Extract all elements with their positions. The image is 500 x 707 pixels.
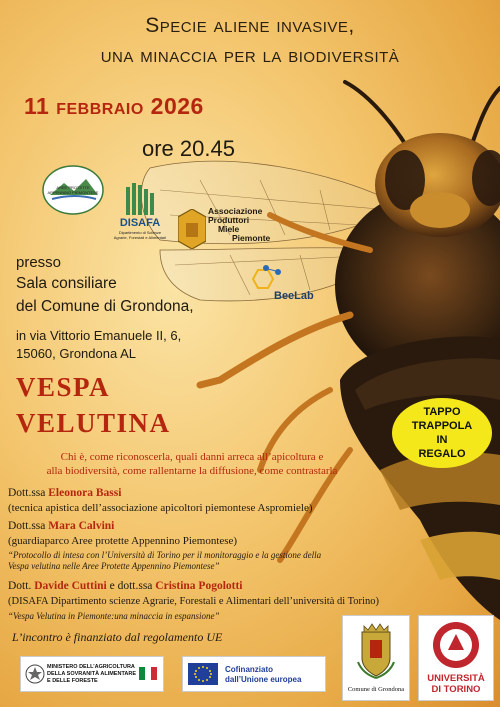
speaker-2-note-line-1: “Protocollo di intesa con l’Università di Torino per il monitoraggio e la gestione della xyxy=(8,550,322,560)
topic-title-line-1: VESPA xyxy=(16,372,111,402)
comune-crest-icon xyxy=(356,622,396,680)
event-time: ore 20.45 xyxy=(142,136,235,161)
address-line-2: 15060, Grondona AL xyxy=(16,346,136,361)
ministero-line-1: MINISTERO DELL’AGRICOLTURA xyxy=(47,664,135,670)
badge-line-4: REGALO xyxy=(418,448,466,460)
speaker-2-name: Mara Calvini xyxy=(48,520,115,532)
speaker-1-name: Eleonora Bassi xyxy=(48,487,122,499)
speaker-2-role: (guardiaparco Aree protette Appennino Piemontese) xyxy=(8,535,238,547)
badge-line-3: IN xyxy=(436,434,448,446)
speaker-3-title: Dott. xyxy=(8,580,32,592)
topic-title-line-2: VELUTINA xyxy=(16,408,171,438)
speaker-1-role: (tecnica apistica dell’associazione apicoltori piemontese Aspromiele) xyxy=(8,502,313,514)
comune-grondona-logo xyxy=(342,615,410,701)
speaker-3-name: Davide Cuttini xyxy=(34,580,107,592)
eu-flag-icon xyxy=(188,663,218,685)
eu-line-1: Cofinanziato xyxy=(225,665,273,674)
eu-line-2: dall’Unione europea xyxy=(225,675,302,684)
speaker-2 xyxy=(8,520,114,532)
venue-line-1: Sala consiliare xyxy=(16,275,117,292)
beelab-label: BeeLab xyxy=(274,290,314,302)
speaker-3-role: (DISAFA Dipartimento scienze Agrarie, Forestali e Alimentari dell’università di Torino) xyxy=(8,596,379,607)
description-line-1: Chi è, come riconoscerla, quali danni arreca all’apicoltura e xyxy=(60,451,324,463)
speaker-3 xyxy=(8,580,243,592)
eu-cofunded-logo xyxy=(182,656,326,692)
funding-note: L’incontro è finanziato dal regolamento UE xyxy=(12,630,223,644)
speaker-1 xyxy=(8,487,121,499)
unito-line-2: DI TORINO xyxy=(431,684,481,695)
aree-protette-logo xyxy=(42,165,104,215)
description-line-2: alla biodiversità, come rallentarne la diffusione, come contrastarla xyxy=(46,465,338,477)
comune-label: Comune di Grondona xyxy=(347,686,405,693)
apro-logo xyxy=(178,207,273,255)
speaker-3-joiner: e dott.ssa xyxy=(109,580,153,592)
speaker-3-note: “Vespa Velutina in Piemonte:una minaccia in espansione” xyxy=(8,611,220,621)
ministero-line-3: E DELLE FORESTE xyxy=(47,678,98,684)
badge-line-1: TAPPO xyxy=(423,406,461,418)
address-line-1: in via Vittorio Emanuele II, 6, xyxy=(16,328,182,343)
speaker-2-note-line-2: Vespa velutina nelle Aree Protette Appennino Piemontese” xyxy=(8,561,220,571)
disafa-logo xyxy=(112,183,168,243)
speaker-1-title: Dott.ssa xyxy=(8,487,46,499)
apro-line-2: Produttori xyxy=(208,215,250,225)
badge-line-2: TRAPPOLA xyxy=(411,420,473,432)
speaker-4-name: Cristina Pogolotti xyxy=(155,580,243,592)
apro-line-3: Miele xyxy=(218,224,240,234)
disafa-sublabel: Dipartimento di Scienze Agrarie, Forestali e Alimentari xyxy=(113,230,167,240)
unito-seal-icon xyxy=(431,620,481,670)
unito-logo xyxy=(418,615,494,701)
ministero-logo xyxy=(20,656,164,692)
speaker-2-title: Dott.ssa xyxy=(8,520,46,532)
gift-trap-badge xyxy=(392,398,492,468)
italy-flag-icon xyxy=(139,667,157,680)
aree-protette-label: AREE PROTETTE APPENNINO PIEMONTESE xyxy=(47,185,99,195)
apro-line-1: Associazione xyxy=(208,206,263,216)
venue-line-2: del Comune di Grondona, xyxy=(16,298,194,315)
apro-line-4: Piemonte xyxy=(232,233,271,243)
beelab-logo xyxy=(244,262,334,312)
unito-line-1: UNIVERSITÀ xyxy=(427,673,485,684)
event-date: 11 febbraio 2026 xyxy=(24,93,204,119)
presso-label: presso xyxy=(16,254,62,271)
disafa-label: DISAFA xyxy=(119,217,161,229)
headline-line-1: Specie aliene invasive, xyxy=(145,14,355,37)
headline-line-2: una minaccia per la biodiversità xyxy=(100,44,400,67)
ministero-line-2: DELLA SOVRANITÀ ALIMENTARE xyxy=(47,671,137,677)
